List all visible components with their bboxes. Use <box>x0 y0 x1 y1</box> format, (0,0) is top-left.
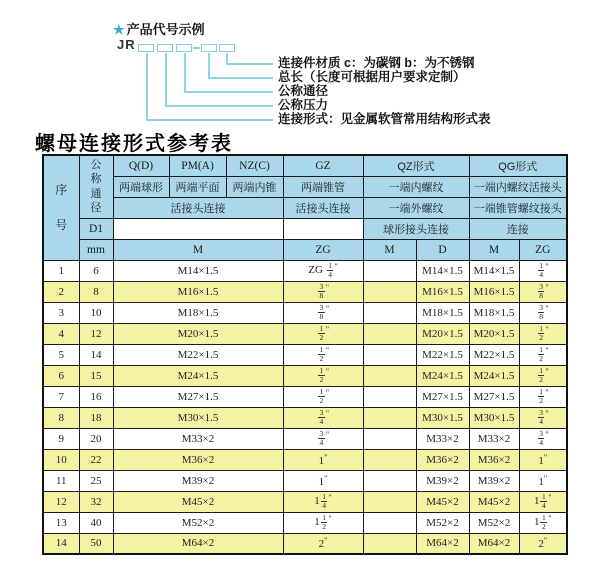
fraction: $\frac{1}{4}$ <box>322 492 326 511</box>
cell-gz: 1" <box>283 449 363 470</box>
fraction: $\frac{1}{2}$ <box>319 366 324 385</box>
cell-m: M22×1.5 <box>113 344 283 365</box>
cell-gz <box>283 323 363 344</box>
cell-qz-m <box>363 533 416 554</box>
fraction: $\frac{3}{4}$ <box>319 429 324 448</box>
cell-m: M16×1.5 <box>113 281 283 302</box>
table-row <box>43 323 567 344</box>
code-box <box>201 44 217 52</box>
cell-m: M30×1.5 <box>113 407 283 428</box>
cell-m: M24×1.5 <box>113 365 283 386</box>
fraction: $\frac{3}{4}$ <box>539 429 543 448</box>
cell-qz-d: M24×1.5 <box>416 365 469 386</box>
table-row <box>43 344 567 365</box>
header-seq-label: 序号 <box>55 182 68 232</box>
table-row <box>43 533 567 554</box>
table-row <box>43 512 567 533</box>
table-row <box>43 491 567 512</box>
cell-m: M36×2 <box>113 449 283 470</box>
callout-length: 总长（长度可根据用户要求定制） <box>278 70 466 84</box>
cell-gz: 1" <box>283 470 363 491</box>
cell-seq: 5 <box>43 344 79 365</box>
cell-qg-zg: 2" <box>519 533 567 554</box>
inch-mark: " <box>545 388 549 398</box>
connector-line <box>208 53 210 78</box>
cell-qz-d: M16×1.5 <box>416 281 469 302</box>
cell-gz <box>283 365 363 386</box>
connector-line <box>165 105 273 107</box>
cell-gz <box>283 281 363 302</box>
header-dn-label: 公称通径 <box>90 159 102 215</box>
header-dn <box>79 155 113 218</box>
diagram-title-text: 产品代号示例 <box>126 22 205 37</box>
cell-qg-zg <box>519 428 567 449</box>
cell-qg-zg <box>519 302 567 323</box>
cell-dn: 32 <box>79 491 113 512</box>
fraction: $\frac{3}{8}$ <box>539 282 543 301</box>
fraction: $\frac{3}{8}$ <box>319 282 324 301</box>
cell-qg-zg: 1" <box>519 470 567 491</box>
cell-dn: 25 <box>79 470 113 491</box>
header-col-qg: QG形式 <box>469 155 567 176</box>
cell-seq: 2 <box>43 281 79 302</box>
header-unit: mm <box>79 239 113 260</box>
cell-qg-m: M39×2 <box>469 470 519 491</box>
cell-qz-d: M20×1.5 <box>416 323 469 344</box>
cell-qz-m <box>363 386 416 407</box>
cell-qg-zg <box>519 281 567 302</box>
inch-mark: " <box>324 473 328 483</box>
fraction: $\frac{1}{4}$ <box>328 261 332 280</box>
cell-gz: 2" <box>283 533 363 554</box>
header-thread-zg: ZG <box>283 239 363 260</box>
cell-qz-d: M33×2 <box>416 428 469 449</box>
table-row <box>43 386 567 407</box>
cell-dn: 40 <box>79 512 113 533</box>
table-row <box>43 281 567 302</box>
callout-diameter: 公称通径 <box>278 84 329 98</box>
inch-mark: " <box>325 388 329 398</box>
code-dash <box>193 47 200 49</box>
cell-qg-zg <box>519 344 567 365</box>
cell-gz: ZG $\frac{1}{4}$ " <box>283 260 363 281</box>
cell-dn: 8 <box>79 281 113 302</box>
connector-line <box>226 63 273 65</box>
inch-mark: " <box>545 283 549 293</box>
cell-qz-m <box>363 302 416 323</box>
cell-seq: 1 <box>43 260 79 281</box>
cell-qz-d: M30×1.5 <box>416 407 469 428</box>
fraction: $\frac{3}{4}$ <box>539 408 543 427</box>
fraction: $\frac{1}{2}$ <box>539 345 543 364</box>
table-title: 螺母连接形式参考表 <box>35 133 233 155</box>
cell-qg-zg <box>519 386 567 407</box>
cell-dn: 20 <box>79 428 113 449</box>
cell-qg-m: M36×2 <box>469 449 519 470</box>
cell-qz-d: M36×2 <box>416 449 469 470</box>
header-gz-conn: 活接头连接 <box>283 197 363 218</box>
header-pm-sub: 两端平面 <box>169 176 226 197</box>
star-icon: ★ <box>113 22 125 37</box>
code-box <box>157 44 173 52</box>
cell-dn: 16 <box>79 386 113 407</box>
cell-qz-m <box>363 323 416 344</box>
header-col-gz: GZ <box>283 155 363 176</box>
cell-qg-zg <box>519 407 567 428</box>
fraction: $\frac{1}{2}$ <box>541 513 546 532</box>
fraction: $\frac{1}{2}$ <box>319 387 324 406</box>
inch-mark: " <box>325 346 329 356</box>
fraction: $\frac{3}{8}$ <box>319 303 324 322</box>
table-row <box>43 407 567 428</box>
cell-qz-m <box>363 260 416 281</box>
header-col-qz: QZ形式 <box>363 155 469 176</box>
inch-mark: " <box>545 262 549 272</box>
cell-qz-m <box>363 512 416 533</box>
inch-mark: " <box>545 325 549 335</box>
connector-line <box>208 77 273 79</box>
cell-qg-m: M52×2 <box>469 512 519 533</box>
cell-qg-m: M24×1.5 <box>469 365 519 386</box>
cell-seq: 7 <box>43 386 79 407</box>
cell-qz-d: M22×1.5 <box>416 344 469 365</box>
header-blank-gz <box>283 218 363 239</box>
cell-m: M14×1.5 <box>113 260 283 281</box>
table-header <box>43 155 567 260</box>
table-row <box>43 260 567 281</box>
cell-qg-zg: 1 $\frac{1}{2}$ " <box>519 512 567 533</box>
cell-qz-d: M18×1.5 <box>416 302 469 323</box>
cell-dn: 50 <box>79 533 113 554</box>
header-qz-conn: 球形接头连接 <box>363 218 469 239</box>
cell-seq: 9 <box>43 428 79 449</box>
cell-qg-m: M45×2 <box>469 491 519 512</box>
cell-seq: 3 <box>43 302 79 323</box>
header-nz-sub: 两端内锥 <box>226 176 283 197</box>
cell-qz-m <box>363 428 416 449</box>
fraction: $\frac{1}{2}$ <box>322 513 326 532</box>
cell-m: M52×2 <box>113 512 283 533</box>
cell-qz-d: M45×2 <box>416 491 469 512</box>
fraction: $\frac{3}{4}$ <box>319 408 324 427</box>
header-col-nz: NZ(C) <box>226 155 283 176</box>
inch-mark: " <box>328 514 332 524</box>
cell-qz-d: M39×2 <box>416 470 469 491</box>
cell-dn: 6 <box>79 260 113 281</box>
cell-qz-m <box>363 407 416 428</box>
cell-gz <box>283 302 363 323</box>
cell-m: M39×2 <box>113 470 283 491</box>
header-qg-sub1: 一端内螺纹活接头 <box>469 176 567 197</box>
header-qg-m: M <box>469 239 519 260</box>
cell-qg-m: M20×1.5 <box>469 323 519 344</box>
cell-m: M33×2 <box>113 428 283 449</box>
header-qz-d: D <box>416 239 469 260</box>
inch-mark: " <box>545 430 549 440</box>
header-col-pm: PM(A) <box>169 155 226 176</box>
inch-mark: " <box>324 452 328 462</box>
cell-qz-m <box>363 344 416 365</box>
connector-line <box>184 91 273 93</box>
inch-mark: " <box>325 283 329 293</box>
cell-qg-m: M14×1.5 <box>469 260 519 281</box>
table-row <box>43 365 567 386</box>
fraction: $\frac{1}{2}$ <box>539 387 543 406</box>
cell-m: M18×1.5 <box>113 302 283 323</box>
header-qg-zg: ZG <box>519 239 567 260</box>
code-box <box>219 44 235 52</box>
fraction: $\frac{1}{4}$ <box>541 492 546 511</box>
header-d1: D1 <box>79 218 113 239</box>
cell-qz-m <box>363 449 416 470</box>
cell-seq: 6 <box>43 365 79 386</box>
cell-qg-m: M16×1.5 <box>469 281 519 302</box>
header-qg-conn: 连接 <box>469 218 567 239</box>
cell-m: M27×1.5 <box>113 386 283 407</box>
inch-mark: " <box>328 493 332 503</box>
inch-mark: " <box>325 367 329 377</box>
cell-dn: 15 <box>79 365 113 386</box>
connector-line <box>165 53 167 106</box>
fraction: $\frac{1}{2}$ <box>319 324 324 343</box>
cell-seq: 13 <box>43 512 79 533</box>
fraction: $\frac{1}{2}$ <box>319 345 324 364</box>
cell-seq: 12 <box>43 491 79 512</box>
cell-qg-m: M27×1.5 <box>469 386 519 407</box>
inch-mark: " <box>545 409 549 419</box>
code-box <box>176 44 192 52</box>
cell-qg-zg <box>519 260 567 281</box>
cell-qg-m: M22×1.5 <box>469 344 519 365</box>
cell-gz <box>283 428 363 449</box>
nut-connection-reference-table <box>42 154 568 555</box>
header-qz-sub2: 一端外螺纹 <box>363 197 469 218</box>
code-box <box>138 44 154 52</box>
table-row <box>43 428 567 449</box>
cell-dn: 12 <box>79 323 113 344</box>
header-qz-m: M <box>363 239 416 260</box>
cell-gz <box>283 344 363 365</box>
cell-gz <box>283 407 363 428</box>
fraction: $\frac{3}{8}$ <box>539 303 543 322</box>
cell-dn: 10 <box>79 302 113 323</box>
cell-qz-m <box>363 470 416 491</box>
callout-material: 连接件材质 c：为碳钢 b：为不锈钢 <box>278 56 475 70</box>
diagram-title <box>113 19 205 38</box>
fraction: $\frac{1}{2}$ <box>539 366 543 385</box>
inch-mark: " <box>548 514 552 524</box>
cell-qg-m: M30×1.5 <box>469 407 519 428</box>
connector-line <box>146 119 273 121</box>
inch-mark: " <box>324 536 328 546</box>
inch-mark: " <box>543 452 548 462</box>
cell-qz-m <box>363 365 416 386</box>
cell-qz-d: M52×2 <box>416 512 469 533</box>
inch-mark: " <box>545 367 549 377</box>
callout-connection: 连接形式：见金属软管常用结构形式表 <box>278 112 491 126</box>
inch-mark: " <box>334 262 338 272</box>
table-body <box>43 260 567 554</box>
inch-mark: " <box>545 346 549 356</box>
inch-mark: " <box>325 430 329 440</box>
cell-qz-d: M27×1.5 <box>416 386 469 407</box>
connector-line <box>146 53 148 120</box>
cell-gz: 1 $\frac{1}{4}$ " <box>283 491 363 512</box>
inch-mark: " <box>325 409 329 419</box>
cell-qg-m: M64×2 <box>469 533 519 554</box>
fraction: $\frac{1}{2}$ <box>539 324 543 343</box>
header-qz-sub1: 一端内螺纹 <box>363 176 469 197</box>
cell-dn: 18 <box>79 407 113 428</box>
table-row <box>43 302 567 323</box>
cell-dn: 14 <box>79 344 113 365</box>
header-col-qd: Q(D) <box>113 155 169 176</box>
header-seq <box>43 155 79 260</box>
cell-seq: 10 <box>43 449 79 470</box>
inch-mark: " <box>543 536 548 546</box>
cell-m: M20×1.5 <box>113 323 283 344</box>
cell-gz <box>283 386 363 407</box>
cell-seq: 14 <box>43 533 79 554</box>
connector-line <box>184 53 186 92</box>
cell-qg-m: M18×1.5 <box>469 302 519 323</box>
cell-m: M45×2 <box>113 491 283 512</box>
cell-seq: 4 <box>43 323 79 344</box>
fraction: $\frac{1}{4}$ <box>539 261 543 280</box>
cell-seq: 11 <box>43 470 79 491</box>
header-union-conn: 活接头连接 <box>113 197 283 218</box>
inch-mark: " <box>325 325 329 335</box>
header-blank-left <box>113 218 283 239</box>
cell-m: M64×2 <box>113 533 283 554</box>
cell-qz-m <box>363 281 416 302</box>
cell-dn: 22 <box>79 449 113 470</box>
cell-qg-zg <box>519 365 567 386</box>
inch-mark: " <box>543 473 548 483</box>
callout-pressure: 公称压力 <box>278 98 329 112</box>
cell-qg-zg: 1 $\frac{1}{4}$ " <box>519 491 567 512</box>
code-prefix: JR <box>117 37 136 52</box>
cell-seq: 8 <box>43 407 79 428</box>
table-row <box>43 449 567 470</box>
header-qg-sub2: 一端锥管螺纹接头 <box>469 197 567 218</box>
cell-qz-m <box>363 491 416 512</box>
header-thread-m: M <box>113 239 283 260</box>
inch-mark: " <box>545 304 549 314</box>
inch-mark: " <box>325 304 329 314</box>
table-row <box>43 470 567 491</box>
cell-qz-d: M14×1.5 <box>416 260 469 281</box>
header-gz-sub: 两端锥管 <box>283 176 363 197</box>
inch-mark: " <box>548 493 552 503</box>
cell-qg-zg <box>519 323 567 344</box>
cell-qg-zg: 1" <box>519 449 567 470</box>
cell-gz: 1 $\frac{1}{2}$ " <box>283 512 363 533</box>
header-qd-sub: 两端球形 <box>113 176 169 197</box>
cell-qz-d: M64×2 <box>416 533 469 554</box>
cell-qg-m: M33×2 <box>469 428 519 449</box>
